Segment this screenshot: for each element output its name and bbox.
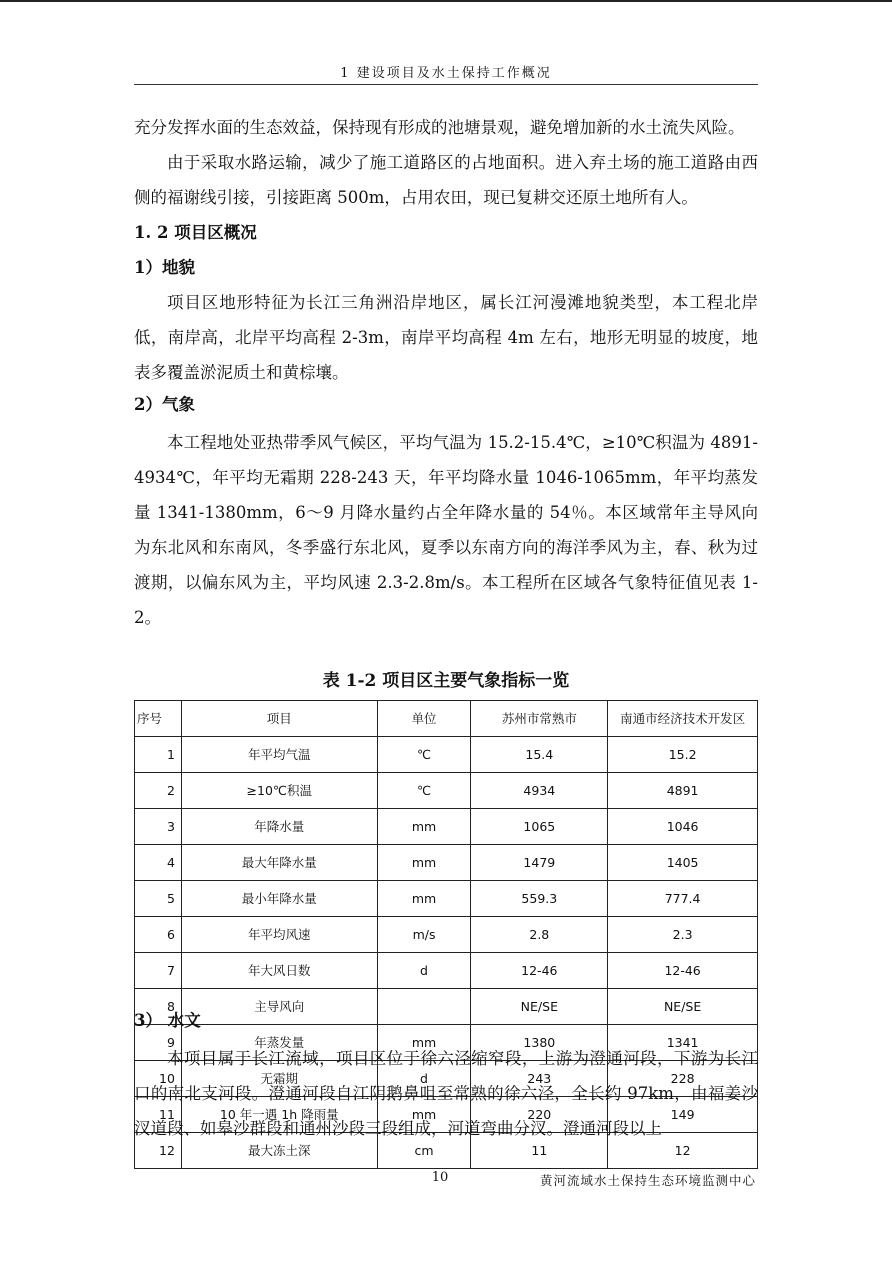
table-cell: 1380 [471,1025,608,1061]
table-cell: 559.3 [471,881,608,917]
table-cell: NE/SE [471,989,608,1025]
table-cell: 10 年一遇 1h 降雨量 [181,1097,377,1133]
table-header-cell: 项目 [181,701,377,737]
table-cell: 149 [608,1097,758,1133]
table-cell: 1341 [608,1025,758,1061]
table-cell: mm [377,1025,471,1061]
table-cell: 220 [471,1097,608,1133]
paragraph-water-landscape: 充分发挥水面的生态效益，保持现有形成的池塘景观，避免增加新的水土流失风险。 [134,118,745,137]
table-row [135,737,758,773]
table-cell: 无霜期 [181,1061,377,1097]
table-cell: 2.3 [608,917,758,953]
table-cell: ≥10℃积温 [181,773,377,809]
table-cell: 1 [135,737,182,773]
table-cell: 10 [135,1061,182,1097]
climate-paragraph: 本工程地处亚热带季风气候区，平均气温为 15.2-15.4℃，≥10℃积温为 4891-4934℃，年平均无霜期 228-243 天，年平均降水量 1046-1065mm，年平均蒸发量 1341-1380mm，6～9 月降水量约占全年降水量的 54％。本区域常年主导风向为东北风和东南风，冬季盛行东北风，夏季以东南方向的海洋季风为主，春、秋为过渡期，以偏东风为主，平均风速 2.3-2.8m/s。本工程所在区域各气象特征值见表 1-2。 [134,433,758,627]
table-row [135,845,758,881]
landform-heading: 1）地貌 [134,258,195,277]
table-cell: 5 [135,881,182,917]
table-row [135,953,758,989]
table-cell: 15.2 [608,737,758,773]
footer-organization: 黄河流域水土保持生态环境监测中心 [539,1173,756,1188]
table-cell: 2.8 [471,917,608,953]
table-header-cell: 单位 [377,701,471,737]
body-top [134,110,758,635]
table-header-row [135,701,758,737]
running-header: 1 建设项目及水土保持工作概况 [340,66,552,81]
table-cell: cm [377,1133,471,1169]
body-bottom [134,1003,758,1146]
hydrology-paragraph: 本项目属于长江流域，项目区位于徐六泾缩窄段，上游为澄通河段，下游为长江口的南北支河段。澄通河段自江阴鹅鼻咀至常熟的徐六泾，全长约 97km，由福姜沙汊道段、如皋沙群段和通州沙段三段组成，河道弯曲分汊。澄通河段以上 [134,1049,758,1138]
table-cell: 3 [135,809,182,845]
table-header-cell: 南通市经济技术开发区 [608,701,758,737]
table-cell: 15.4 [471,737,608,773]
table-cell: 7 [135,953,182,989]
header-rule [134,84,758,85]
climate-heading: 2）气象 [134,395,195,414]
paragraph-construction-road: 由于采取水路运输，减少了施工道路区的占地面积。进入弃土场的施工道路由西侧的福谢线引接，引接距离 500m，占用农田，现已复耕交还原土地所有人。 [134,153,758,207]
table-cell: 1065 [471,809,608,845]
table-caption: 表 1-2 项目区主要气象指标一览 [322,671,570,691]
table-cell: m/s [377,917,471,953]
table-row [135,773,758,809]
table-cell: 243 [471,1061,608,1097]
table-cell: 777.4 [608,881,758,917]
table-cell: mm [377,809,471,845]
table-cell: NE/SE [608,989,758,1025]
table-cell: 4 [135,845,182,881]
table-cell: mm [377,845,471,881]
table-cell: d [377,953,471,989]
table-cell: 4934 [471,773,608,809]
table-header-cell: 苏州市常熟市 [471,701,608,737]
table-cell: 年大风日数 [181,953,377,989]
table-cell: mm [377,1097,471,1133]
table-cell: 11 [135,1097,182,1133]
table-row [135,917,758,953]
hydrology-heading: 3） 水文 [134,1011,201,1030]
table-cell: 年平均气温 [181,737,377,773]
table-cell: 2 [135,773,182,809]
table-cell: 1046 [608,809,758,845]
table-cell: 11 [471,1133,608,1169]
table-cell: 最大年降水量 [181,845,377,881]
table-cell: ℃ [377,773,471,809]
table-header-cell: 序号 [135,701,182,737]
table-cell: 1405 [608,845,758,881]
table-cell: 12 [135,1133,182,1169]
table-cell: 主导风向 [181,989,377,1025]
table-cell: d [377,1061,471,1097]
table-cell: 6 [135,917,182,953]
table-row [135,881,758,917]
table-cell: 1479 [471,845,608,881]
table-cell: 12-46 [471,953,608,989]
table-cell: 最大冻土深 [181,1133,377,1169]
page-number: 10 [431,1170,449,1185]
table-cell: 4891 [608,773,758,809]
table-cell: 9 [135,1025,182,1061]
table-cell: ℃ [377,737,471,773]
section-heading: 1. 2 项目区概况 [134,223,257,242]
top-border-line [0,0,892,2]
table-cell: 8 [135,989,182,1025]
table-cell: 228 [608,1061,758,1097]
table-row [135,809,758,845]
table-cell: 年平均风速 [181,917,377,953]
table-cell: 年降水量 [181,809,377,845]
table-cell: 最小年降水量 [181,881,377,917]
table-cell: 12-46 [608,953,758,989]
table-cell: 12 [608,1133,758,1169]
table-cell: mm [377,881,471,917]
landform-paragraph: 项目区地形特征为长江三角洲沿岸地区，属长江河漫滩地貌类型，本工程北岸低，南岸高，北岸平均高程 2-3m，南岸平均高程 4m 左右，地形无明显的坡度，地表多覆盖淤泥质土和黄棕壤。 [134,293,758,382]
table-cell: 年蒸发量 [181,1025,377,1061]
